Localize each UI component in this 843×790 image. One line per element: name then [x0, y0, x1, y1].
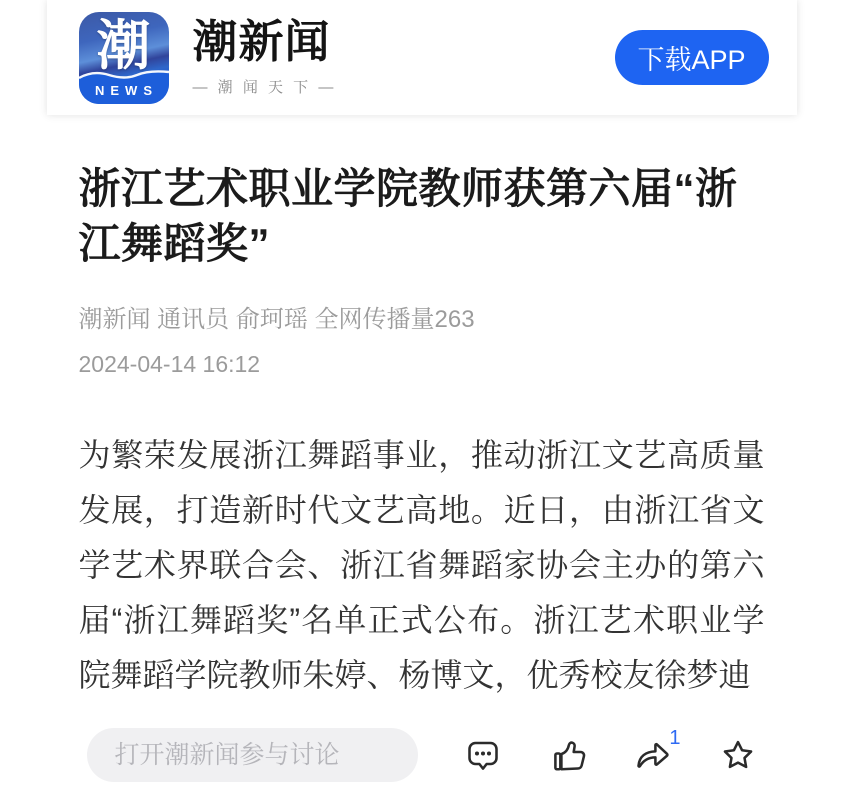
- like-icon: [550, 737, 586, 773]
- comment-icon: [465, 737, 501, 773]
- share-count-badge: 1: [669, 727, 681, 749]
- download-app-button[interactable]: 下载APP: [615, 30, 769, 85]
- article-body-paragraph: 为繁荣发展浙江舞蹈事业，推动浙江文艺高质量发展，打造新时代文艺高地。近日，由浙江省文学艺术界联合会、浙江省舞蹈家协会主办的第六届“浙江舞蹈奖”名单正式公布。浙江艺术职业学院舞蹈学院教师朱婷、杨博文，优秀校友徐梦迪: [78, 437, 765, 693]
- bottom-action-bar: [47, 720, 797, 790]
- brand-text: [193, 18, 337, 96]
- app-tagline: — 潮 闻 天 下 —: [192, 78, 337, 96]
- favorite-button[interactable]: [719, 736, 757, 774]
- share-button[interactable]: [634, 727, 681, 774]
- article-date: 2024-04-14 16:12: [78, 351, 261, 377]
- app-header: [47, 0, 797, 115]
- app-name: 潮新闻: [192, 16, 331, 68]
- share-icon: [635, 737, 671, 773]
- article-content: [47, 161, 797, 703]
- logo-tide-character: 潮: [96, 12, 151, 77]
- action-icons-group: [464, 727, 757, 774]
- article-byline: 潮新闻 通讯员 俞珂瑶 全网传播量263: [78, 306, 475, 333]
- comment-button[interactable]: [464, 736, 502, 774]
- logo-news-caption: NEWS: [95, 82, 158, 98]
- comment-input[interactable]: [87, 728, 418, 782]
- article-page: [47, 0, 797, 790]
- app-logo: [79, 12, 169, 104]
- article-title: 浙江艺术职业学院教师获第六届“浙江舞蹈奖”: [78, 165, 738, 267]
- like-button[interactable]: [549, 736, 587, 774]
- star-icon: [720, 737, 756, 773]
